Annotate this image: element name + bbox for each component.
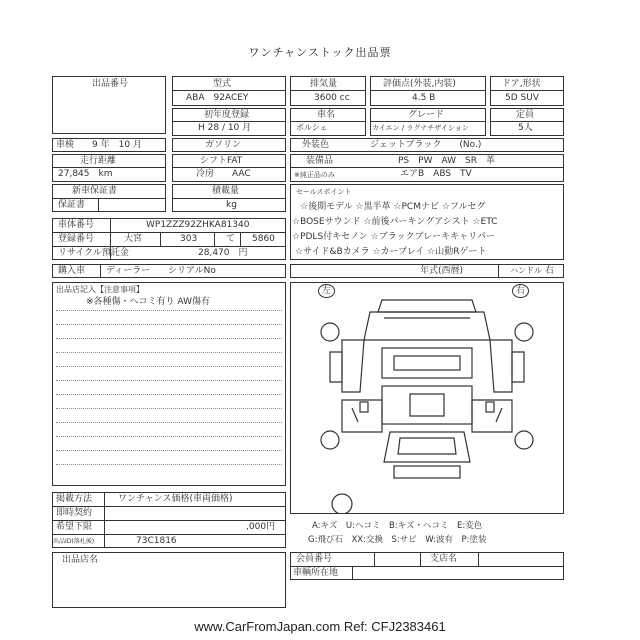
model-label: 型式	[213, 79, 232, 89]
equipment-line2: エアB ABS TV	[400, 169, 472, 179]
sales-points-label: セールスポイント	[296, 188, 352, 196]
displacement-value: 3600 cc	[314, 93, 350, 103]
sales-point-3: ☆PDLS付キセノン ☆ブラックブレーキキャリパー	[292, 232, 495, 242]
mileage-label: 走行距離	[80, 156, 117, 166]
legend-line2: G:飛び石 XX:交換 S:サビ W:波有 P:塗装	[308, 535, 487, 545]
car-damage-diagram	[290, 282, 564, 514]
door-value: 5D SUV	[505, 93, 539, 103]
diagram-left-label: 左	[318, 284, 335, 298]
cooling-value: 冷房 AAC	[196, 169, 251, 179]
load-unit: kg	[226, 200, 237, 210]
door-label: ドア,形状	[502, 79, 541, 89]
vin-label: 車体番号	[58, 220, 95, 230]
sales-point-4: ☆サイド&Bカメラ ☆カープレイ ☆山動Rゲート	[295, 247, 487, 257]
serial-label: シリアルNo	[168, 266, 216, 276]
footer-ref: www.CarFromJapan.com Ref: CFJ2383461	[194, 619, 446, 634]
model-year-label: 年式(西暦)	[420, 266, 464, 276]
code-value: 73C1816	[136, 536, 177, 546]
displacement-label: 排気量	[310, 79, 338, 89]
purchase-label: 購入車	[58, 266, 86, 276]
reg-kana: て	[226, 234, 236, 244]
hope-label: 希望下限	[56, 522, 93, 532]
notes-line1: ※各種傷・ヘコミ有り AW傷有	[86, 297, 210, 307]
shift-value: シフトFAT	[200, 156, 243, 166]
store-label: 出品店名	[62, 555, 99, 565]
car-name-label: 車名	[317, 110, 336, 120]
handle-value: 右	[545, 266, 555, 276]
reg-num: 5860	[252, 234, 275, 244]
inspection-label: 車検	[56, 140, 75, 150]
immediate-label: 即時契約	[56, 508, 93, 518]
mileage-value: 27,845 km	[58, 169, 113, 179]
location-label: 車輌所在地	[293, 568, 339, 578]
color-label: 外装色	[302, 140, 330, 150]
grade-value: カイエン / ラグナチザイション	[372, 124, 469, 132]
car-name-value: ポルシェ	[296, 123, 328, 132]
warranty-label: 保証書	[58, 200, 86, 210]
code-label: 出品ID(落札後)	[53, 538, 95, 545]
equipment-label: 装備品	[306, 156, 334, 166]
equipment-line1: PS PW AW SR 革	[398, 156, 495, 166]
dealer-value: ディーラー	[106, 266, 151, 276]
handle-label: ハンドル	[510, 266, 542, 275]
grade-label: グレード	[408, 110, 445, 120]
member-label: 会員番号	[296, 554, 333, 564]
recycle-value: 28,470 円	[198, 248, 248, 258]
load-label: 積載量	[212, 186, 240, 196]
capacity-value: 5人	[518, 123, 533, 133]
fuel-value: ガソリン	[205, 140, 242, 150]
inspection-value: 9 年 10 月	[92, 140, 142, 150]
vin-value: WP1ZZZ92ZHKA81340	[146, 220, 250, 230]
reg-city: 大宮	[124, 234, 143, 244]
item-no-label: 出品番号	[92, 79, 129, 89]
score-value: 4.5 B	[412, 93, 436, 103]
notes-header: 出品店記入【注意事項】	[56, 285, 144, 294]
legend-line1: A:キズ U:ヘコミ B:キズ・ヘコミ E:変色	[312, 521, 483, 531]
color-value: ジェットブラック (No.)	[370, 140, 482, 150]
diagram-right-label: 右	[512, 284, 529, 298]
first-reg-value: H 28 / 10 月	[198, 123, 252, 133]
method-label: 掲載方法	[56, 494, 93, 504]
score-label: 評価点(外装,内装)	[383, 79, 456, 89]
capacity-label: 定員	[516, 110, 535, 120]
recycle-label: リサイクル預託金	[58, 248, 129, 258]
new-car-warranty-label: 新車保証書	[72, 186, 118, 196]
reg-class: 303	[180, 234, 198, 244]
reg-no-label: 登録番号	[58, 234, 95, 244]
method-value: ワンチャンス価格(車両価格)	[118, 494, 233, 504]
sales-point-2: ☆BOSEサウンド ☆前後パーキングアシスト ☆ETC	[292, 217, 498, 227]
branch-label: 支店名	[430, 554, 458, 564]
sales-point-1: ☆後期モデル ☆黒半革 ☆PCMナビ ☆フルセグ	[300, 202, 486, 212]
equipment-line2-label: ※純正品のみ	[294, 171, 335, 179]
model-value: ABA 92ACEY	[186, 93, 249, 103]
first-reg-label: 初年度登録	[204, 110, 250, 120]
hope-value: ,000円	[246, 522, 276, 532]
notes-box	[52, 282, 286, 486]
page-title: ワンチャンストック出品票	[248, 46, 392, 59]
